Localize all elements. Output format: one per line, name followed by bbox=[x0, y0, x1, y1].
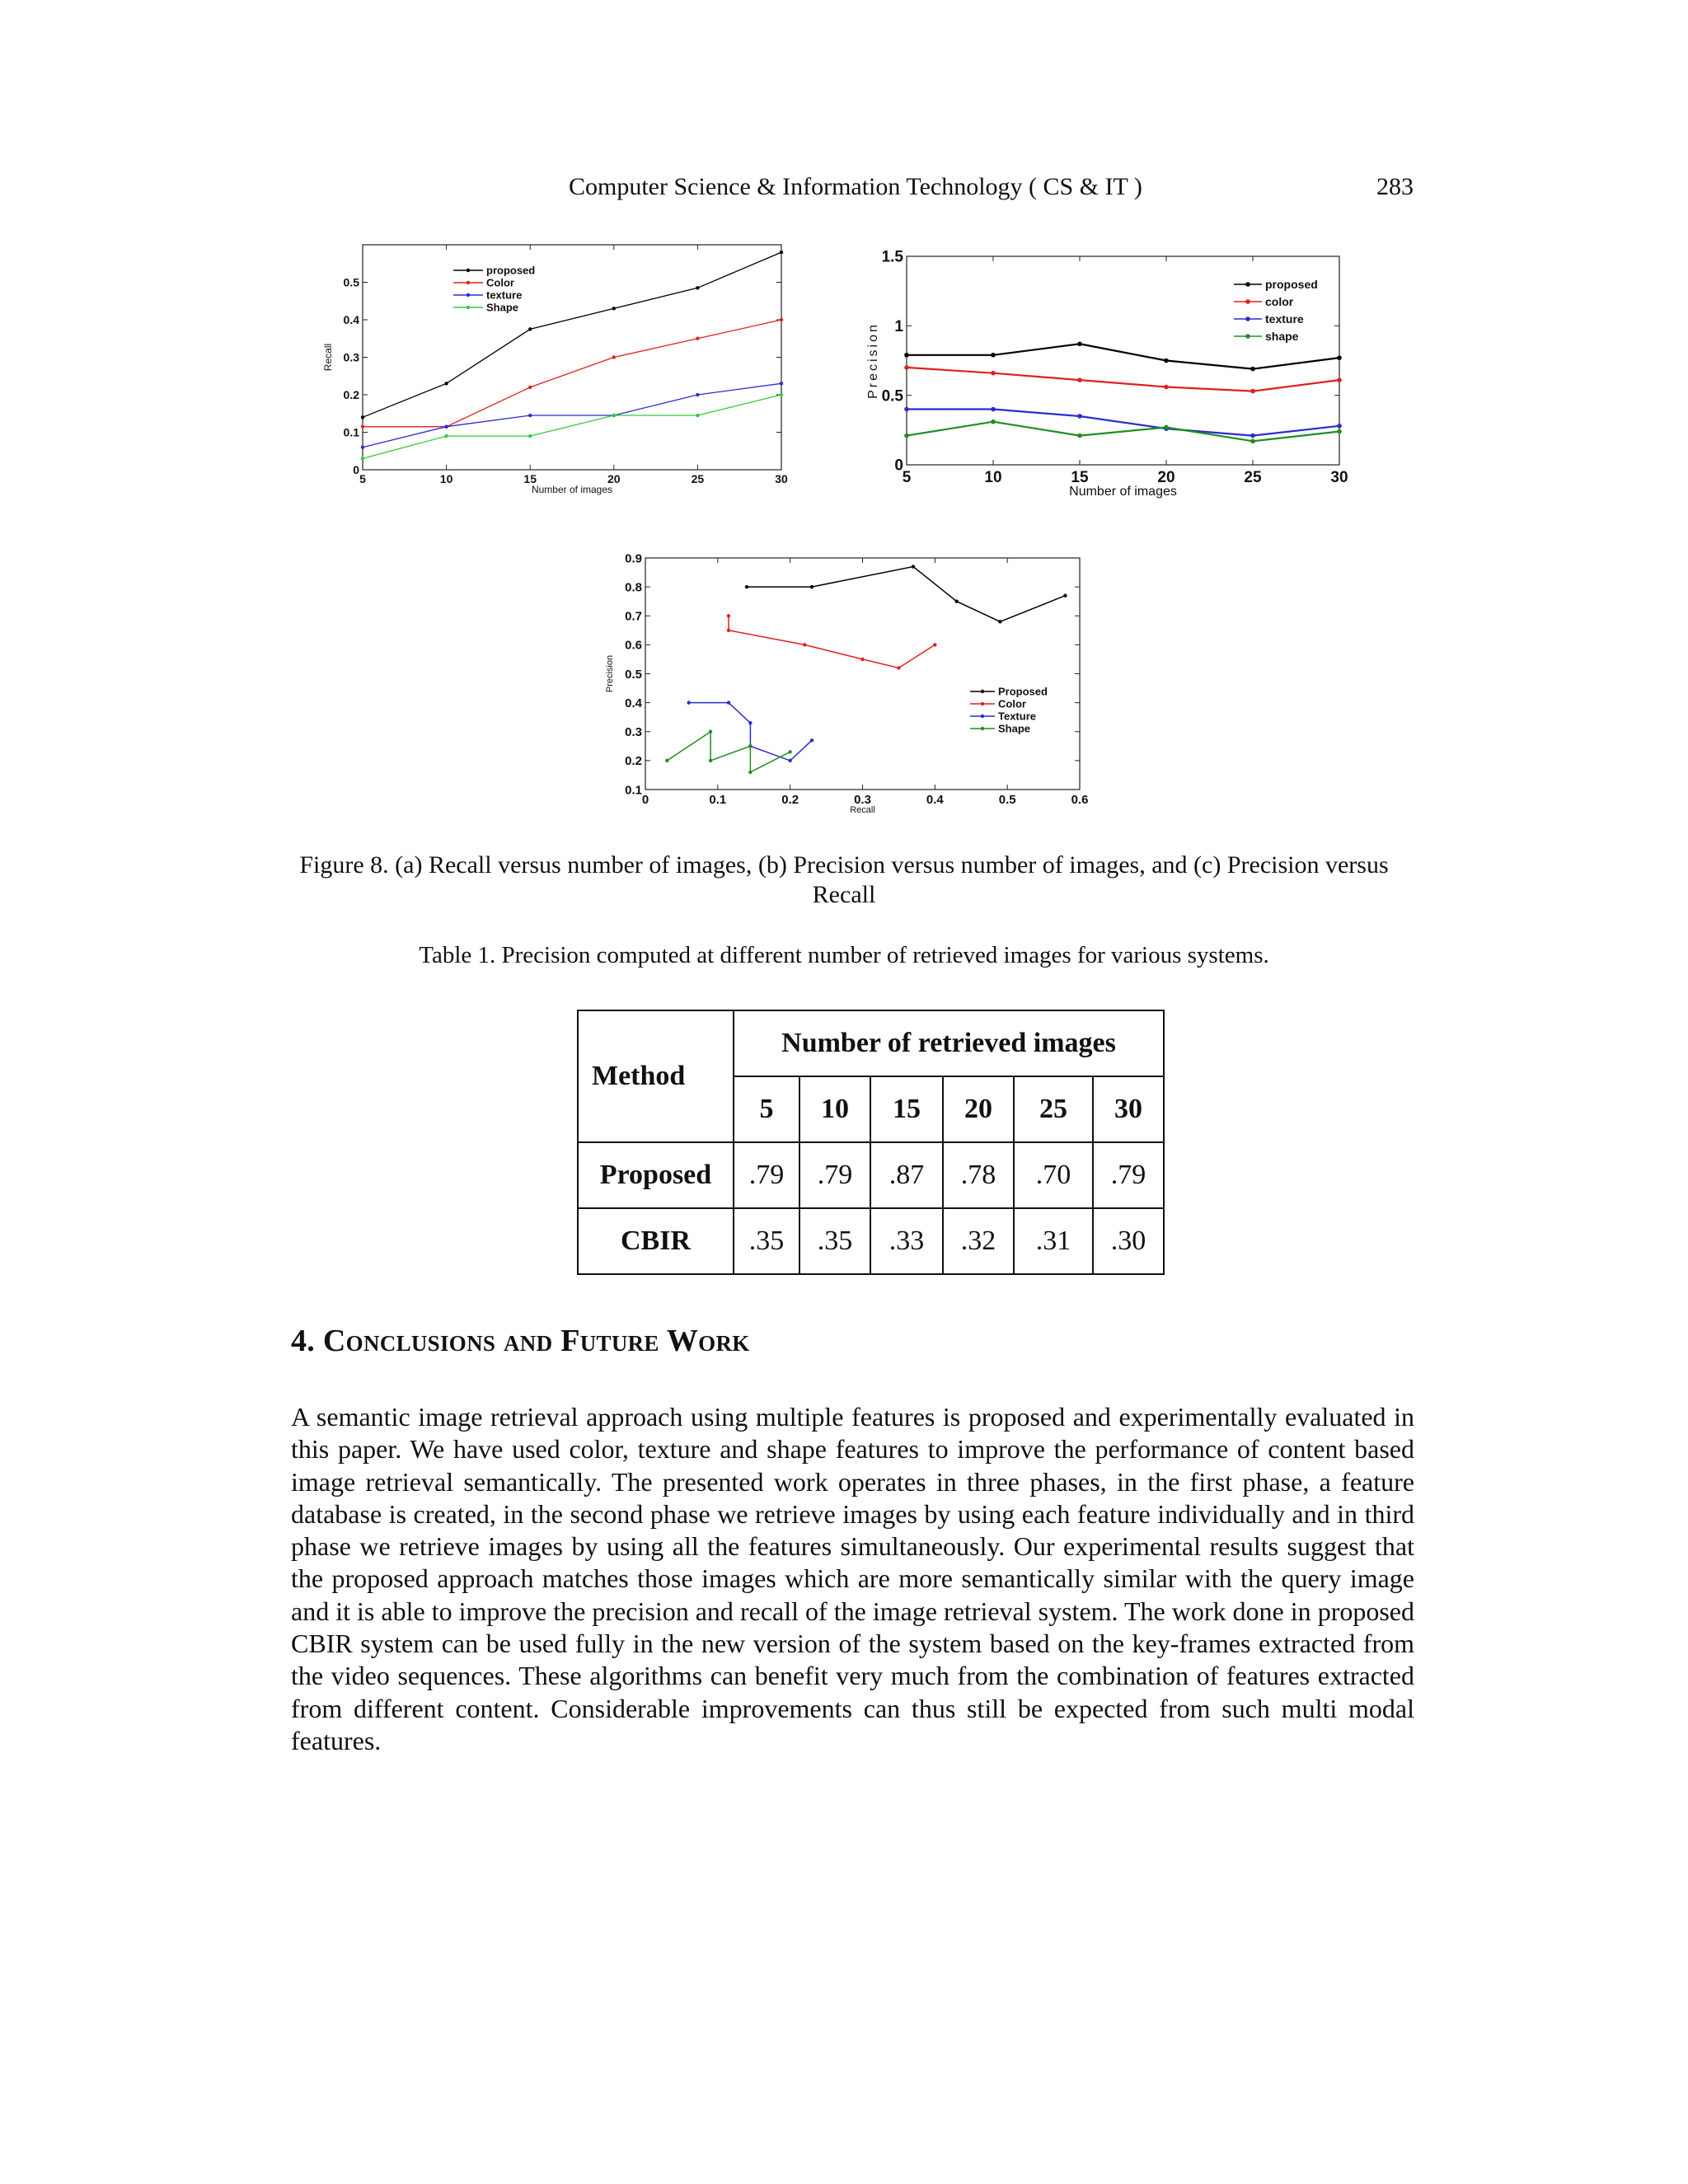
data-point bbox=[1077, 414, 1082, 419]
table-cell: .31 bbox=[1014, 1208, 1093, 1274]
x-tick-label: 25 bbox=[1244, 469, 1262, 486]
chart-recall-vs-images bbox=[313, 235, 808, 507]
data-point bbox=[528, 327, 532, 330]
series-line-shape bbox=[907, 422, 1339, 442]
table-cell: .79 bbox=[799, 1142, 870, 1208]
data-point bbox=[780, 251, 783, 254]
data-point bbox=[998, 620, 1001, 623]
x-tick-label: 20 bbox=[607, 472, 621, 485]
table-row bbox=[578, 1208, 1164, 1274]
data-point bbox=[1337, 377, 1342, 382]
series-line-color bbox=[729, 616, 935, 668]
y-tick-label: 0.5 bbox=[343, 275, 359, 289]
data-point bbox=[788, 750, 791, 753]
x-tick-label: 0.5 bbox=[998, 793, 1016, 807]
column-header: 20 bbox=[943, 1076, 1014, 1142]
data-point bbox=[612, 355, 616, 359]
table-cell: .79 bbox=[734, 1142, 799, 1208]
data-point bbox=[1164, 359, 1169, 363]
figure-caption: Figure 8. (a) Recall versus number of images, (b) Precision versus number of images, and (c) Precision versus Recall bbox=[299, 851, 1389, 908]
section-number: 4. bbox=[291, 1324, 316, 1358]
table-cell: .87 bbox=[870, 1142, 943, 1208]
data-point bbox=[612, 414, 616, 417]
data-point bbox=[444, 424, 448, 428]
legend-label: Texture bbox=[998, 710, 1036, 723]
data-point bbox=[709, 730, 712, 733]
data-point bbox=[361, 446, 364, 449]
table-row bbox=[578, 1142, 1164, 1208]
legend-marker bbox=[467, 281, 470, 284]
data-point bbox=[991, 419, 996, 424]
y-tick-label: 0.4 bbox=[343, 312, 359, 326]
series-line-texture bbox=[363, 383, 781, 447]
data-point bbox=[696, 286, 699, 289]
data-point bbox=[444, 382, 448, 385]
data-point bbox=[780, 393, 783, 396]
table-cell: .70 bbox=[1014, 1142, 1093, 1208]
row-method: Proposed bbox=[578, 1142, 734, 1208]
data-point bbox=[1337, 355, 1342, 360]
data-point bbox=[745, 585, 748, 588]
legend-marker bbox=[467, 306, 470, 309]
data-point bbox=[1077, 341, 1082, 346]
results-table bbox=[577, 1010, 1165, 1275]
table-caption: Table 1. Precision computed at different number of retrieved images for various systems. bbox=[419, 942, 1269, 968]
table-header-row bbox=[578, 1010, 1164, 1076]
data-point bbox=[612, 307, 616, 310]
legend-marker bbox=[467, 293, 470, 297]
table-cell: .79 bbox=[1093, 1142, 1164, 1208]
data-point bbox=[810, 738, 814, 742]
data-point bbox=[696, 414, 699, 417]
series-line-shape bbox=[667, 732, 790, 772]
data-point bbox=[696, 393, 699, 396]
data-point bbox=[803, 643, 806, 646]
x-axis-label: Number of images bbox=[1069, 485, 1177, 499]
legend-label: color bbox=[1265, 294, 1294, 308]
legend-label: Color bbox=[998, 697, 1026, 710]
legend-marker bbox=[467, 269, 470, 272]
data-point bbox=[1250, 367, 1255, 372]
data-point bbox=[1077, 377, 1082, 382]
column-header: 25 bbox=[1014, 1076, 1093, 1142]
x-tick-label: 25 bbox=[691, 472, 705, 485]
y-tick-label: 0.3 bbox=[343, 350, 359, 364]
series-line-proposed bbox=[363, 252, 781, 417]
legend-label: Shape bbox=[486, 301, 519, 314]
data-point bbox=[1250, 389, 1255, 394]
data-point bbox=[361, 457, 364, 460]
y-tick-label: 0 bbox=[894, 457, 903, 475]
data-point bbox=[665, 759, 668, 762]
data-point bbox=[810, 585, 814, 588]
data-point bbox=[361, 424, 364, 428]
legend-marker bbox=[1245, 299, 1250, 304]
data-point bbox=[1337, 429, 1342, 434]
y-tick-label: 0.2 bbox=[343, 387, 359, 401]
chart-precision-vs-recall bbox=[598, 548, 1109, 824]
y-tick-label: 0.5 bbox=[625, 667, 642, 682]
data-point bbox=[1164, 425, 1169, 430]
column-header: 10 bbox=[799, 1076, 870, 1142]
data-point bbox=[788, 759, 791, 762]
data-point bbox=[696, 337, 699, 340]
data-point bbox=[1063, 593, 1067, 597]
data-point bbox=[687, 701, 691, 704]
y-tick-label: 0.6 bbox=[625, 638, 642, 653]
data-point bbox=[1077, 434, 1082, 438]
legend-label: Proposed bbox=[998, 685, 1048, 698]
legend-label: Color bbox=[486, 276, 514, 289]
data-point bbox=[528, 434, 532, 438]
table-cell: .32 bbox=[943, 1208, 1014, 1274]
legend-label: Shape bbox=[998, 722, 1031, 735]
data-point bbox=[954, 599, 958, 602]
y-tick-label: 0.4 bbox=[625, 696, 642, 710]
data-point bbox=[991, 407, 996, 412]
legend-label: proposed bbox=[486, 264, 536, 277]
column-header: 5 bbox=[734, 1076, 799, 1142]
x-tick-label: 0.1 bbox=[709, 793, 727, 807]
series-line-proposed bbox=[747, 567, 1065, 622]
group-header: Number of retrieved images bbox=[734, 1010, 1164, 1076]
data-point bbox=[1164, 385, 1169, 390]
y-tick-label: 0.1 bbox=[625, 783, 642, 798]
data-point bbox=[904, 434, 909, 438]
data-point bbox=[860, 658, 864, 661]
x-tick-label: 15 bbox=[523, 472, 537, 485]
table-cell: .35 bbox=[734, 1208, 799, 1274]
data-point bbox=[748, 744, 752, 748]
y-axis-label: Precision bbox=[605, 654, 615, 693]
x-tick-label: 0.6 bbox=[1071, 793, 1089, 807]
legend-marker bbox=[981, 690, 984, 693]
y-tick-label: 0.8 bbox=[625, 580, 642, 595]
data-point bbox=[444, 434, 448, 438]
legend-marker bbox=[1245, 334, 1250, 339]
y-tick-label: 0.7 bbox=[625, 609, 642, 624]
x-tick-label: 5 bbox=[359, 472, 366, 485]
row-method: CBIR bbox=[578, 1208, 734, 1274]
legend-label: shape bbox=[1265, 329, 1299, 343]
data-point bbox=[727, 701, 730, 704]
journal-title: Computer Science & Information Technology ( CS & IT ) bbox=[569, 173, 1142, 200]
column-header: 15 bbox=[870, 1076, 943, 1142]
data-point bbox=[904, 365, 909, 370]
series-line-proposed bbox=[907, 344, 1339, 368]
data-point bbox=[780, 382, 783, 385]
x-tick-label: 30 bbox=[1330, 469, 1348, 486]
y-tick-label: 0.9 bbox=[625, 551, 642, 566]
x-tick-label: 30 bbox=[775, 472, 788, 485]
y-axis-label: Precision bbox=[866, 322, 880, 399]
data-point bbox=[1337, 424, 1342, 429]
data-point bbox=[991, 353, 996, 358]
y-tick-label: 1 bbox=[894, 317, 903, 335]
x-tick-label: 0 bbox=[641, 793, 649, 807]
legend-marker bbox=[981, 715, 984, 718]
y-tick-label: 0 bbox=[353, 462, 359, 476]
running-header bbox=[0, 173, 1688, 206]
legend-label: proposed bbox=[1265, 277, 1318, 291]
data-point bbox=[528, 414, 532, 417]
x-axis-label: Recall bbox=[850, 805, 875, 815]
data-point bbox=[748, 721, 752, 724]
legend-label: texture bbox=[1265, 312, 1304, 326]
legend-marker bbox=[1245, 282, 1250, 287]
x-axis-label: Number of images bbox=[531, 484, 613, 495]
legend-marker bbox=[1245, 316, 1250, 321]
x-tick-label: 15 bbox=[1071, 469, 1089, 486]
data-point bbox=[991, 371, 996, 376]
table-cell: .78 bbox=[943, 1142, 1014, 1208]
chart-precision-vs-images bbox=[857, 243, 1352, 519]
data-point bbox=[748, 771, 752, 774]
x-tick-label: 5 bbox=[902, 469, 912, 486]
legend-marker bbox=[981, 727, 984, 730]
data-point bbox=[1250, 434, 1255, 438]
data-point bbox=[912, 565, 915, 568]
series-line-color bbox=[907, 368, 1339, 391]
method-header: Method bbox=[578, 1010, 734, 1142]
legend-marker bbox=[981, 702, 984, 705]
data-point bbox=[904, 407, 909, 412]
table-cell: .33 bbox=[870, 1208, 943, 1274]
data-point bbox=[780, 318, 783, 321]
data-point bbox=[709, 759, 712, 762]
table-cell: .30 bbox=[1093, 1208, 1164, 1274]
x-tick-label: 10 bbox=[439, 472, 453, 485]
legend-label: texture bbox=[486, 288, 523, 302]
y-tick-label: 0.5 bbox=[881, 387, 903, 405]
data-point bbox=[897, 666, 900, 669]
section-title: Conclusions and Future Work bbox=[322, 1324, 750, 1358]
section-heading bbox=[291, 1323, 750, 1359]
column-header: 30 bbox=[1093, 1076, 1164, 1142]
x-tick-label: 0.2 bbox=[781, 793, 799, 807]
body-paragraph: A semantic image retrieval approach using multiple features is proposed and experimentally evaluated in this paper. We have used color, texture and shape features to improve the performance of content based image retrieval semantically. The presented work operates in three phases, in the first phase, a feature database is created, in the second phase we retrieve images by using each feature individually and in third phase we retrieve images by using all the features simultaneously. Our experimental results suggest that the proposed approach matches those images which are more semantically similar with the query image and it is able to improve the precision and recall of the image retrieval system. The work done in proposed CBIR system can be used fully in the new version of the system based on the key-frames extracted from the video sequences. These algorithms can benefit very much from the combination of features extracted from different content. Considerable improvements can thus still be expected from such multi modal features. bbox=[291, 1402, 1414, 1755]
data-point bbox=[528, 386, 532, 389]
table-cell: .35 bbox=[799, 1208, 870, 1274]
data-point bbox=[727, 629, 730, 632]
y-tick-label: 0.2 bbox=[625, 754, 642, 769]
y-tick-label: 0.3 bbox=[625, 725, 642, 739]
page-number: 283 bbox=[1376, 173, 1414, 200]
data-point bbox=[933, 643, 936, 646]
y-axis-label: Recall bbox=[322, 343, 334, 372]
data-point bbox=[361, 415, 364, 419]
x-tick-label: 20 bbox=[1157, 469, 1175, 486]
x-tick-label: 0.4 bbox=[926, 793, 944, 807]
x-tick-label: 0.3 bbox=[854, 793, 871, 807]
data-point bbox=[727, 614, 730, 617]
y-tick-label: 0.1 bbox=[343, 425, 359, 439]
data-point bbox=[1250, 439, 1255, 444]
y-tick-label: 1.5 bbox=[881, 248, 903, 266]
x-tick-label: 10 bbox=[984, 469, 1002, 486]
data-point bbox=[904, 353, 909, 358]
